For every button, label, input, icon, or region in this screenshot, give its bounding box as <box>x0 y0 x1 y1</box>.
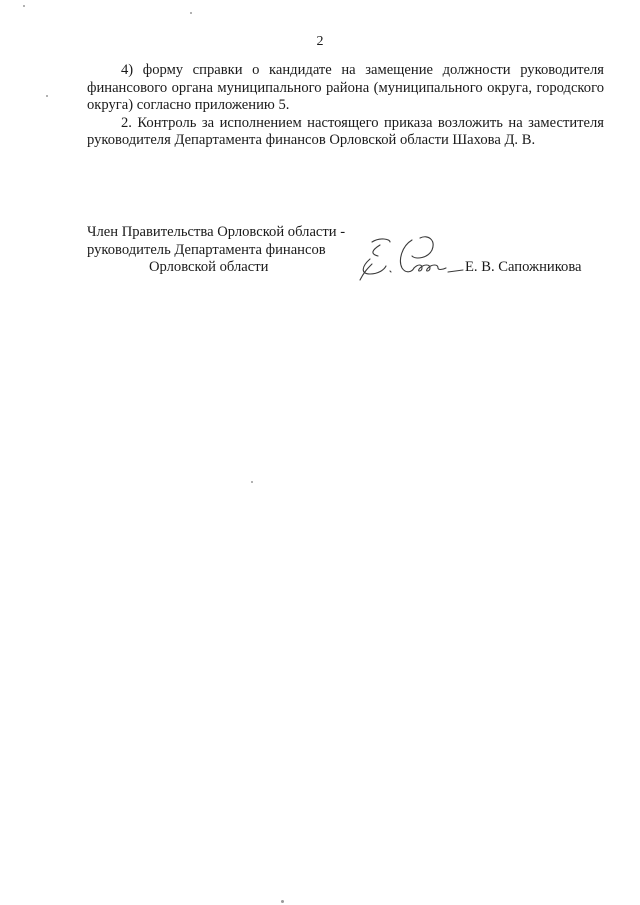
scan-speck <box>46 95 48 97</box>
scan-speck <box>251 481 253 483</box>
scan-speck <box>190 12 192 14</box>
signature-position-line: Член Правительства Орловской области - <box>87 224 346 240</box>
signature-position-line: руководитель Департамента финансов <box>87 241 326 258</box>
paragraph-item-4: 4) форму справки о кандидате на замещение должности руководителя финансового органа муниципального района (муниципального округа, городского округа) согласно приложению 5. <box>87 62 604 114</box>
scan-speck <box>281 900 284 903</box>
document-body <box>87 62 604 150</box>
signatory-name: Е. В. Сапожникова <box>465 259 582 275</box>
paragraph-control-clause: 2. Контроль за исполнением настоящего приказа возложить на заместителя руководителя Департамента финансов Орловской области Шахова Д. В. <box>87 114 604 149</box>
signature-position-line: Орловской области <box>149 259 269 276</box>
page-number: 2 <box>316 34 324 49</box>
handwritten-signature <box>350 228 465 284</box>
scan-speck <box>23 5 25 7</box>
